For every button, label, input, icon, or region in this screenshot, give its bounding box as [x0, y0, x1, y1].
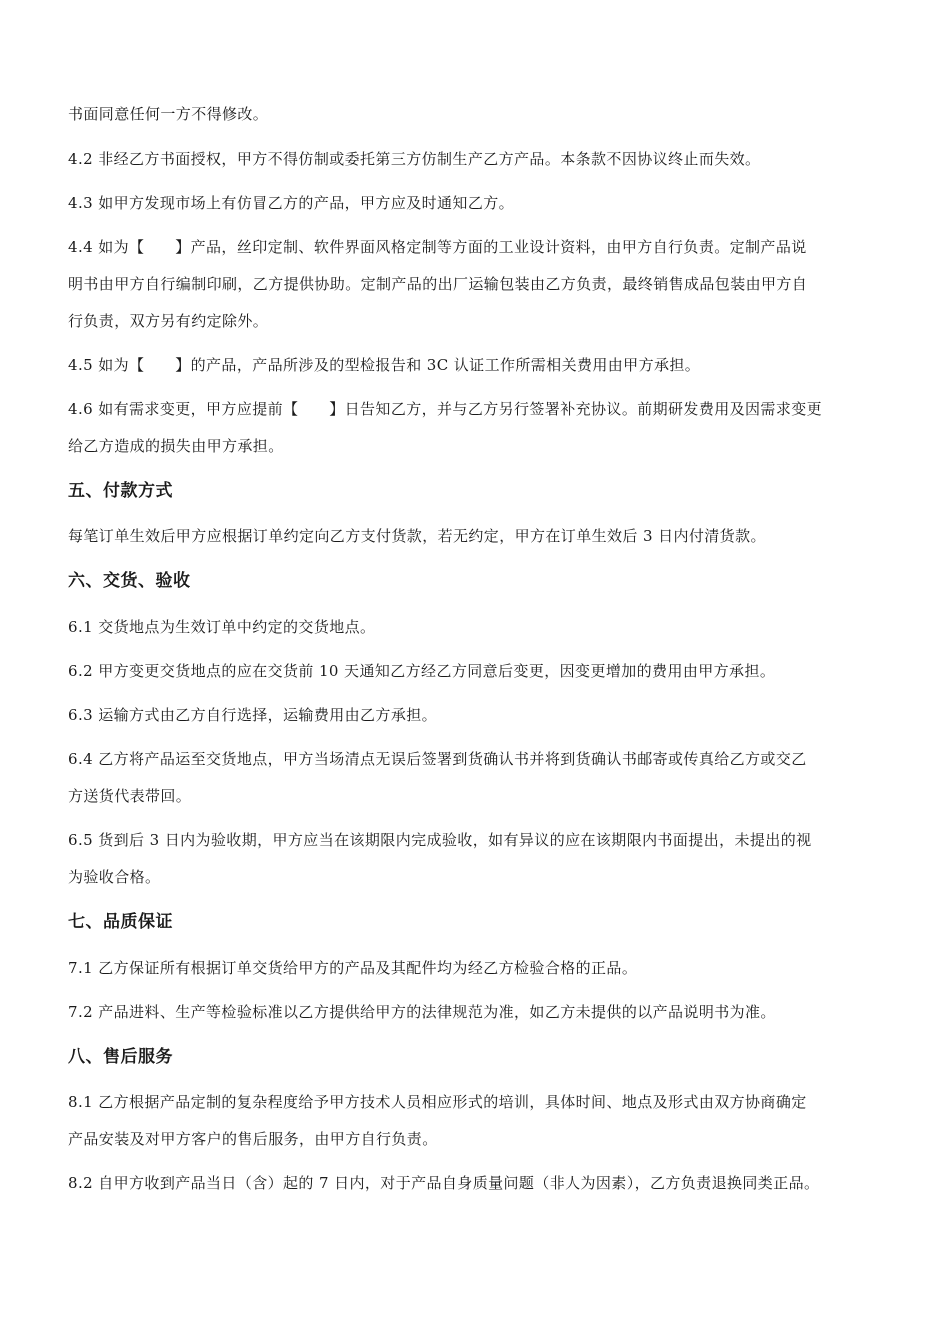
clause-6-2: 6.2 甲方变更交货地点的应在交货前 10 天通知乙方经乙方同意后变更，因变更增加的费用由甲方承担。 — [68, 662, 776, 680]
clause-4-3: 4.3 如甲方发现市场上有仿冒乙方的产品，甲方应及时通知乙方。 — [68, 194, 515, 212]
clause-6-4-line-1: 6.4 乙方将产品运至交货地点，甲方当场清点无误后签署到货确认书并将到货确认书邮寄或传真给乙方或交乙 — [68, 750, 807, 768]
clause-4-6-line-1: 4.6 如有需求变更，甲方应提前【 】日告知乙方，并与乙方另行签署补充协议。前期研发费用及因需求变更 — [68, 400, 823, 418]
clause-6-1: 6.1 交货地点为生效订单中约定的交货地点。 — [68, 618, 376, 636]
clause-6-4-line-2: 方送货代表带回。 — [68, 787, 192, 805]
clause-7-1: 7.1 乙方保证所有根据订单交货给甲方的产品及其配件均为经乙方检验合格的正品。 — [68, 959, 638, 977]
clause-8-1-line-2: 产品安装及对甲方客户的售后服务，由甲方自行负责。 — [68, 1130, 438, 1148]
clause-8-2: 8.2 自甲方收到产品当日（含）起的 7 日内，对于产品自身质量问题（非人为因素），乙方负责退换同类正品。 — [68, 1174, 820, 1192]
clause-4-2: 4.2 非经乙方书面授权，甲方不得仿制或委托第三方仿制生产乙方产品。本条款不因协议终止而失效。 — [68, 150, 761, 168]
clause-4-4-line-2: 明书由甲方自行编制印刷，乙方提供协助。定制产品的出厂运输包装由乙方负责，最终销售成品包装由甲方自 — [68, 275, 808, 293]
section-8-heading: 八、售后服务 — [68, 1047, 173, 1067]
section-5-paragraph: 每笔订单生效后甲方应根据订单约定向乙方支付货款，若无约定，甲方在订单生效后 3 日内付清货款。 — [68, 527, 766, 545]
clause-4-4-line-1: 4.4 如为【 】产品，丝印定制、软件界面风格定制等方面的工业设计资料，由甲方自行负责。定制产品说 — [68, 238, 807, 256]
clause-4-4-line-3: 行负责，双方另有约定除外。 — [68, 312, 269, 330]
clause-4-6-line-2: 给乙方造成的损失由甲方承担。 — [68, 437, 284, 455]
section-6-heading: 六、交货、验收 — [68, 571, 191, 591]
clause-7-2: 7.2 产品进料、生产等检验标准以乙方提供给甲方的法律规范为准，如乙方未提供的以产品说明书为准。 — [68, 1003, 776, 1021]
clause-6-5-line-1: 6.5 货到后 3 日内为验收期，甲方应当在该期限内完成验收，如有异议的应在该期限内书面提出，未提出的视 — [68, 831, 812, 849]
clause-6-5-line-2: 为验收合格。 — [68, 868, 161, 886]
section-5-heading: 五、付款方式 — [68, 481, 173, 501]
clause-6-3: 6.3 运输方式由乙方自行选择，运输费用由乙方承担。 — [68, 706, 438, 724]
clause-4-5: 4.5 如为【 】的产品，产品所涉及的型检报告和 3C 认证工作所需相关费用由甲方承担。 — [68, 356, 701, 374]
clause-4-1-continued: 书面同意任何一方不得修改。 — [68, 105, 269, 123]
clause-8-1-line-1: 8.1 乙方根据产品定制的复杂程度给予甲方技术人员相应形式的培训，具体时间、地点及形式由双方协商确定 — [68, 1093, 807, 1111]
section-7-heading: 七、品质保证 — [68, 912, 173, 932]
